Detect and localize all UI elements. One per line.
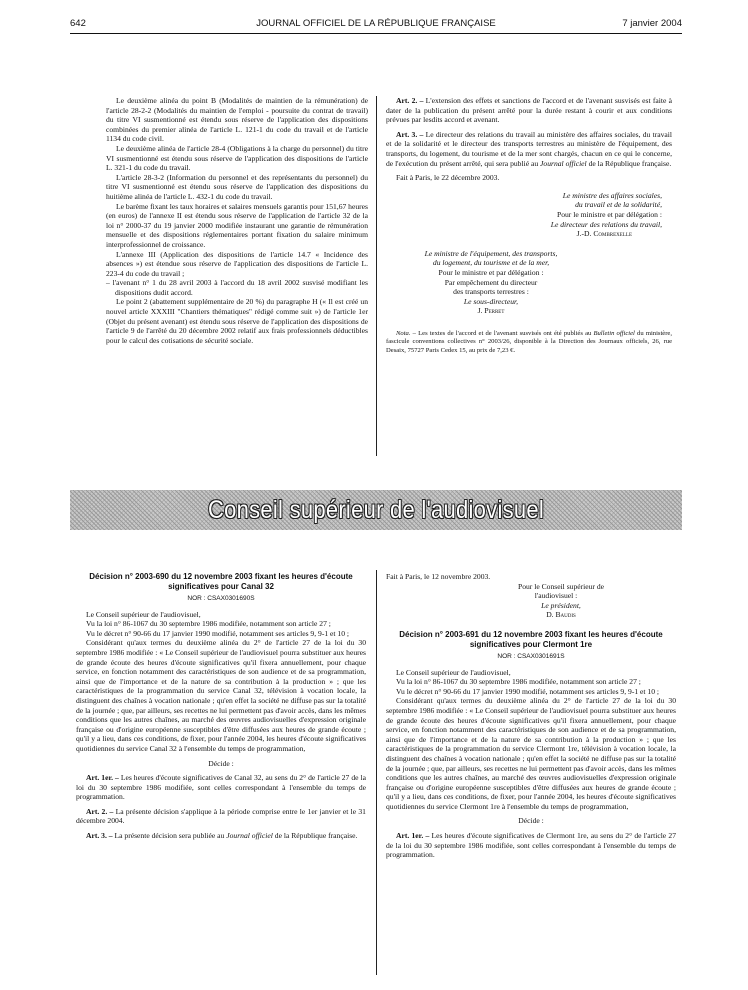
fait-line: Fait à Paris, le 12 novembre 2003. (386, 572, 491, 581)
article-label: Art. 1er. – (86, 773, 119, 783)
decide-heading: Décide : (208, 758, 234, 768)
signatory-name: J.-D. Combrexelle (576, 229, 632, 239)
signatory-line: des transports terrestres : (453, 287, 529, 297)
nota-text-end: du ministère, fascicule conventions collectives n° 2003/26, disponible à la Direction des Journaux officiels, 26, rue Desaix, 75727 Paris Cedex 15, au prix de 7,23 €. (386, 329, 673, 354)
nota (386, 330, 672, 355)
section-title: Conseil supérieur de l'audiovisuel (207, 496, 545, 524)
decision-2-column (386, 572, 676, 860)
paragraph: Le Conseil supérieur de l'audiovisuel, (396, 667, 511, 677)
paragraph: Le Conseil supérieur de l'audiovisuel, (86, 609, 201, 619)
signatory-line: du travail et de la solidarité, (575, 200, 662, 210)
journal-ref: Journal officiel (226, 831, 273, 841)
signatory-line: Le ministre de l'équipement, des transports, (424, 248, 558, 258)
paragraph: Le point 2 (abattement supplémentaire de 20 %) du paragraphe H (« Il est créé un nouvel article XXXIII "Chantiers thématiques" rédigé comme suit ») de l'article 1er (Objet du présent avenant) est étendu sous réserve de l'application des dispositions de l'article 9 de l'arrêté du 20 décembre 2002 relatif aux frais professionnels déductibles pour le calcul des cotisations de sécurité sociale. (106, 297, 368, 345)
paragraph: Le deuxième alinéa de l'article 28-4 (Obligations à la charge du personnel) du titre VI susmentionné est étendu sous réserve de l'application des dispositions de l'article L. 321-1 du code du travail. (106, 143, 368, 173)
dash-item: – l'avenant n° 1 du 28 avril 2003 à l'accord du 18 avril 2002 susvisé modifiant les dispositions dudit accord. (106, 278, 368, 297)
article-text: L'extension des effets et sanctions de l'accord et de l'avenant susvisés est faite à dater de la publication du présent arrêté pour la durée restant à courir et aux conditions prévues par lesdits accord et avenant. (386, 96, 673, 125)
decision-1-title: Décision n° 2003-690 du 12 novembre 2003 fixant les heures d'écoute significatives pour Canal 32 (89, 572, 353, 591)
paragraph: L'annexe III (Application des dispositions de l'article 14.7 « Incidence des absences ») est étendue sous réserve de l'application des dispositions de l'article L. 223-4 du code du travail ; (106, 249, 368, 278)
article-label: Art. 2. – (86, 806, 114, 816)
article-3 (76, 831, 366, 841)
nota-label: Nota. – (396, 329, 416, 337)
issue-date: 7 janvier 2004 (622, 18, 682, 29)
paragraph: Vu la loi n° 86-1067 du 30 septembre 1986 modifiée, notamment son article 27 ; (86, 619, 331, 629)
paragraph: L'article 28-3-2 (Information du personnel et des représentants du personnel) du titre VI susmentionné est étendu sous réserve de l'application des dispositions du huitième alinéa de l'article L. 432-1 du code du travail. (106, 172, 368, 201)
article-1 (76, 773, 366, 802)
paragraph: Vu la loi n° 86-1067 du 30 septembre 1986 modifiée, notamment son article 27 ; (396, 677, 641, 687)
signature-block-2 (386, 249, 586, 316)
article-text-end: de la République française. (274, 831, 358, 841)
decision-2-title: Décision n° 2003-691 du 12 novembre 2003 fixant les heures d'écoute significatives pour Clermont 1re (399, 629, 663, 649)
signatory-line: Par empêchement du directeur (444, 277, 538, 287)
signatory-name: J. Perret (477, 306, 505, 316)
article-label: Art. 2. – (396, 96, 424, 105)
article-text: Les heures d'écoute significatives de Clermont 1re, au sens du 2° de l'article 27 de la loi du 30 septembre 1986 modifiée, sont celles correspondant à l'ensemble du temps de programmation. (386, 831, 676, 860)
fait-line: Fait à Paris, le 22 décembre 2003. (396, 173, 500, 183)
signatory-line: Pour le ministre et par délégation : (556, 209, 662, 219)
article-1 (386, 831, 676, 860)
article-text: Les heures d'écoute significatives de Canal 32, au sens du 2° de l'article 27 de la loi du 30 septembre 1986 modifiée, sont celles correspondant à l'ensemble du temps de programmation. (76, 773, 366, 802)
article-label: Art. 3. – (86, 831, 113, 841)
signatory-line: Le directeur des relations du travail, (550, 219, 662, 229)
article-2 (386, 96, 672, 125)
article-2 (76, 807, 366, 826)
article-text: La présente décision sera publiée au (114, 831, 225, 841)
paragraph: Considérant qu'aux termes du deuxième alinéa du 2° de l'article 27 de la loi du 30 septembre 1986 modifiée : « Le Conseil supérieur de l'audiovisuel pourra substituer aux heures de grande écoute des heures d'écoute significatives qu'il fixera annuellement, pour chaque service, en fonction notamment des caractéristiques de son audience et de sa programmation, ainsi que de l'importance et de la nature de sa contribution à la production » ; que les caractéristiques de la programmation du service Canal 32, télévision à vocation locale, la distinguent des chaînes à vocation nationale ; qu'en effet la société ne diffuse pas sur la totalité de la journée ; que, par ailleurs, ses recettes ne lui permettent pas d'avoir accès, dans les mêmes conditions que les autres chaînes, au marché des œuvres audiovisuelles d'expression originale française ou d'origine européenne susceptibles d'être diffusées aux heures de grande écoute ; qu'il y a lieu, dans ces conditions, de fixer, pour l'année 2004, les heures d'écoute significatives quotidiennes du service Canal 32 à l'ensemble du temps de programmation, (76, 638, 366, 753)
article-label: Art. 3. – (396, 129, 424, 139)
paragraph: Vu le décret n° 90-66 du 17 janvier 1990 modifié, notamment ses articles 9, 9-1 et 10 ; (396, 686, 660, 696)
running-header (70, 18, 682, 32)
nor-reference: NOR : CSAX0301690S (187, 595, 255, 602)
signatory-line: Le ministre des affaires sociales, (562, 190, 662, 200)
nota-text: Les textes de l'accord et de l'avenant susvisés ont été publiés au (418, 329, 592, 337)
article-label: Art. 1er. – (396, 831, 430, 841)
signatory-line: du logement, du tourisme et de la mer, (432, 258, 550, 268)
top-left-column (106, 96, 368, 345)
decide-heading: Décide : (518, 816, 544, 826)
paragraph: Le barème fixant les taux horaires et salaires mensuels garantis pour 151,67 heures (en euros) de l'annexe II est étendu sous réserve de l'application de l'article 32 de la loi n° 2000-37 du 19 janvier 2000 modifiée instaurant une garantie de rémunération mensuelle et des dispositions réglementaires portant fixation du salaire minimum interprofessionnel de croissance. (106, 201, 368, 249)
header-rule (70, 33, 682, 34)
article-3 (386, 130, 672, 168)
column-divider (376, 570, 377, 975)
nor-reference: NOR : CSAX0301691S (497, 652, 565, 660)
signatory-line: Pour le ministre et par délégation : (438, 267, 544, 277)
paragraph: Vu le décret n° 90-66 du 17 janvier 1990 modifié, notamment ses articles 9, 9-1 et 10 ; (86, 628, 350, 638)
article-text: Le directeur des relations du travail au ministère des affaires sociales, du travail et de la solidarité et le directeur des transports terrestres au ministère de l'équipement, des transports, du logement, du tourisme et de la mer sont chargés, chacun en ce qui le concerne, de l'exécution du présent arrêté, qui sera publié au (386, 129, 672, 168)
column-divider (376, 96, 377, 456)
signature-block-1 (386, 191, 672, 239)
top-right-column (386, 96, 672, 355)
signatory-name: D. Baudis (546, 610, 576, 620)
decision-1-signature (496, 582, 676, 620)
signatory-line: Le président, (541, 600, 581, 610)
paragraph: Le deuxième alinéa du point B (Modalités de maintien de la rémunération) de l'article 28-2-2 (Modalités du maintien de l'emploi - poursuite du contrat de travail) du titre VI susmentionné est étendu sous réserve de l'application des dispositions combinées du premier alinéa de l'article L. 121-1 du code du travail et de l'article 1134 du code civil. (106, 96, 368, 144)
article-text-end: de la République française. (588, 158, 672, 168)
journal-title: JOURNAL OFFICIEL DE LA RÉPUBLIQUE FRANÇAISE (256, 18, 496, 29)
bulletin-ref: Bulletin officiel (593, 329, 635, 337)
signatory-line: Le sous-directeur, (463, 296, 519, 306)
article-text: La présente décision s'applique à la période comprise entre le 1er janvier et le 31 décembre 2004. (76, 806, 366, 826)
decision-1-column (76, 572, 366, 841)
page-number: 642 (70, 18, 86, 29)
signatory-line: Pour le Conseil supérieur de l'audiovisuel : (517, 581, 605, 601)
journal-ref: Journal officiel (540, 158, 587, 168)
section-banner (70, 490, 682, 530)
paragraph: Considérant qu'aux termes du deuxième alinéa du 2° de l'article 27 de la loi du 30 septembre 1986 modifiée : « Le Conseil supérieur de l'audiovisuel pourra substituer aux heures de grande écoute des heures d'écoute significatives qu'il fixera annuellement, pour chaque service, en fonction notamment des caractéristiques de son audience et de sa programmation, ainsi que de l'importance et de la nature de sa contribution à la production » ; que les caractéristiques de la programmation du service Clermont 1re, télévision à vocation locale, la distinguent des chaînes à vocation nationale ; qu'en effet la société ne diffuse pas sur la totalité de la journée ; que, par ailleurs, ses recettes ne lui permettent pas d'avoir accès, dans les mêmes conditions que les autres chaînes, au marché des œuvres audiovisuelles d'expression originale française ou d'origine européenne susceptibles d'être diffusées aux heures de grande écoute ; qu'il y a lieu, dans ces conditions, de fixer, pour l'année 2004, les heures d'écoute significatives quotidiennes du service Clermont 1re à l'ensemble du temps de programmation, (386, 696, 676, 811)
